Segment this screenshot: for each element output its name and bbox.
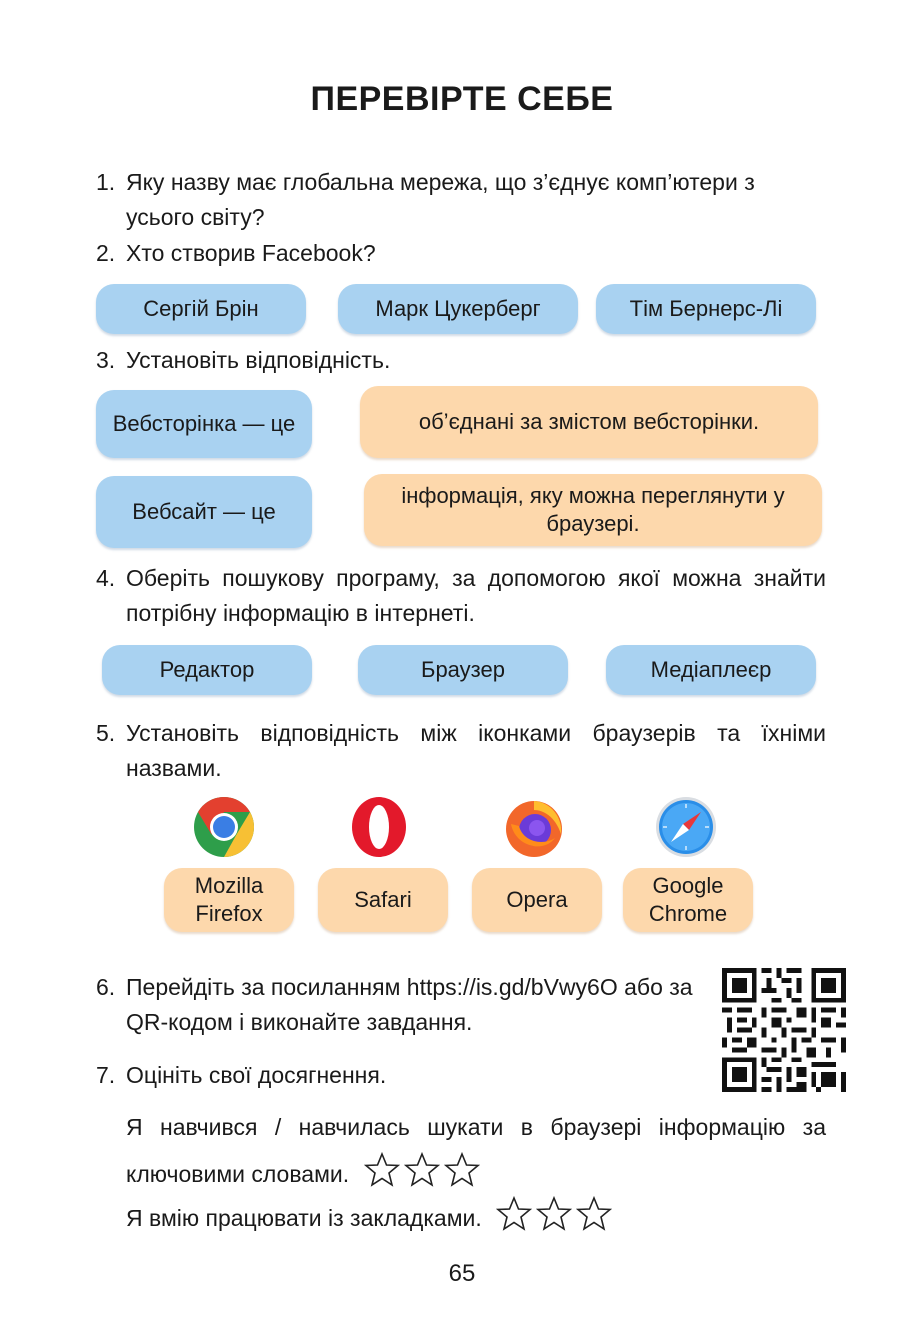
question-number: 5. bbox=[96, 720, 116, 746]
question-text: Перейдіть за посиланням https://is.gd/bVwy6O або за QR-кодом і виконайте завдання. bbox=[126, 974, 693, 1035]
answer-option[interactable]: Тім Бернерс-Лі bbox=[596, 284, 816, 334]
question-text: Яку назву має глобальна мережа, що з’єднує комп’ютери з усього світу? bbox=[126, 169, 755, 230]
question-6 bbox=[96, 970, 706, 1040]
page-number: 65 bbox=[448, 1260, 476, 1287]
match-term[interactable]: Вебсторінка — це bbox=[96, 390, 312, 458]
star-icon[interactable] bbox=[576, 1196, 612, 1232]
question-5 bbox=[96, 716, 826, 786]
star-icon[interactable] bbox=[364, 1152, 400, 1188]
answer-option[interactable]: Браузер bbox=[358, 645, 568, 695]
question-text: Оберіть пошукову програму, за допомогою якої можна знайти потрібну інформацію в інтернеті. bbox=[126, 565, 826, 626]
star-icon[interactable] bbox=[444, 1152, 480, 1188]
star-icon[interactable] bbox=[496, 1196, 532, 1232]
rating-stars[interactable] bbox=[496, 1196, 616, 1246]
browser-name[interactable]: Opera bbox=[472, 868, 602, 932]
self-assessment-2 bbox=[96, 1196, 826, 1246]
self-assessment-text: Я навчився / навчилась шукати в браузері інформацію за ключовими словами. bbox=[126, 1114, 826, 1187]
self-assessment-1 bbox=[96, 1104, 826, 1204]
match-definition[interactable]: інформація, яку можна переглянути у браузері. bbox=[364, 474, 822, 546]
browser-name[interactable]: Google Chrome bbox=[623, 868, 753, 932]
chrome-icon[interactable] bbox=[193, 796, 255, 858]
question-1 bbox=[96, 165, 826, 235]
question-text: Установіть відповідність між іконками браузерів та їхніми назвами. bbox=[126, 720, 826, 781]
match-term[interactable]: Вебсайт — це bbox=[96, 476, 312, 548]
answer-option[interactable]: Сергій Брін bbox=[96, 284, 306, 334]
answer-option[interactable]: Марк Цукерберг bbox=[338, 284, 578, 334]
firefox-icon[interactable] bbox=[503, 796, 565, 858]
answer-option[interactable]: Медіаплеєр bbox=[606, 645, 816, 695]
question-number: 1. bbox=[96, 169, 116, 195]
question-number: 2. bbox=[96, 240, 116, 266]
question-7 bbox=[96, 1058, 826, 1093]
star-icon[interactable] bbox=[404, 1152, 440, 1188]
answer-option[interactable]: Редактор bbox=[102, 645, 312, 695]
question-2 bbox=[96, 236, 826, 271]
question-number: 7. bbox=[96, 1062, 116, 1088]
question-text: Хто створив Facebook? bbox=[126, 240, 376, 266]
page-title: ПЕРЕВІРТЕ СЕБЕ bbox=[310, 80, 614, 118]
safari-icon[interactable] bbox=[655, 796, 717, 858]
question-3 bbox=[96, 343, 826, 378]
self-assessment-text: Я вмію працювати із закладками. bbox=[126, 1205, 482, 1231]
question-4 bbox=[96, 561, 826, 631]
opera-icon[interactable] bbox=[348, 796, 410, 858]
question-number: 3. bbox=[96, 347, 116, 373]
question-text: Установіть відповідність. bbox=[126, 347, 391, 373]
match-definition[interactable]: об’єднані за змістом вебсторінки. bbox=[360, 386, 818, 458]
question-number: 4. bbox=[96, 565, 116, 591]
browser-name[interactable]: Safari bbox=[318, 868, 448, 932]
question-text: Оцініть свої досягнення. bbox=[126, 1062, 387, 1088]
browser-name[interactable]: Mozilla Firefox bbox=[164, 868, 294, 932]
question-number: 6. bbox=[96, 974, 116, 1000]
star-icon[interactable] bbox=[536, 1196, 572, 1232]
